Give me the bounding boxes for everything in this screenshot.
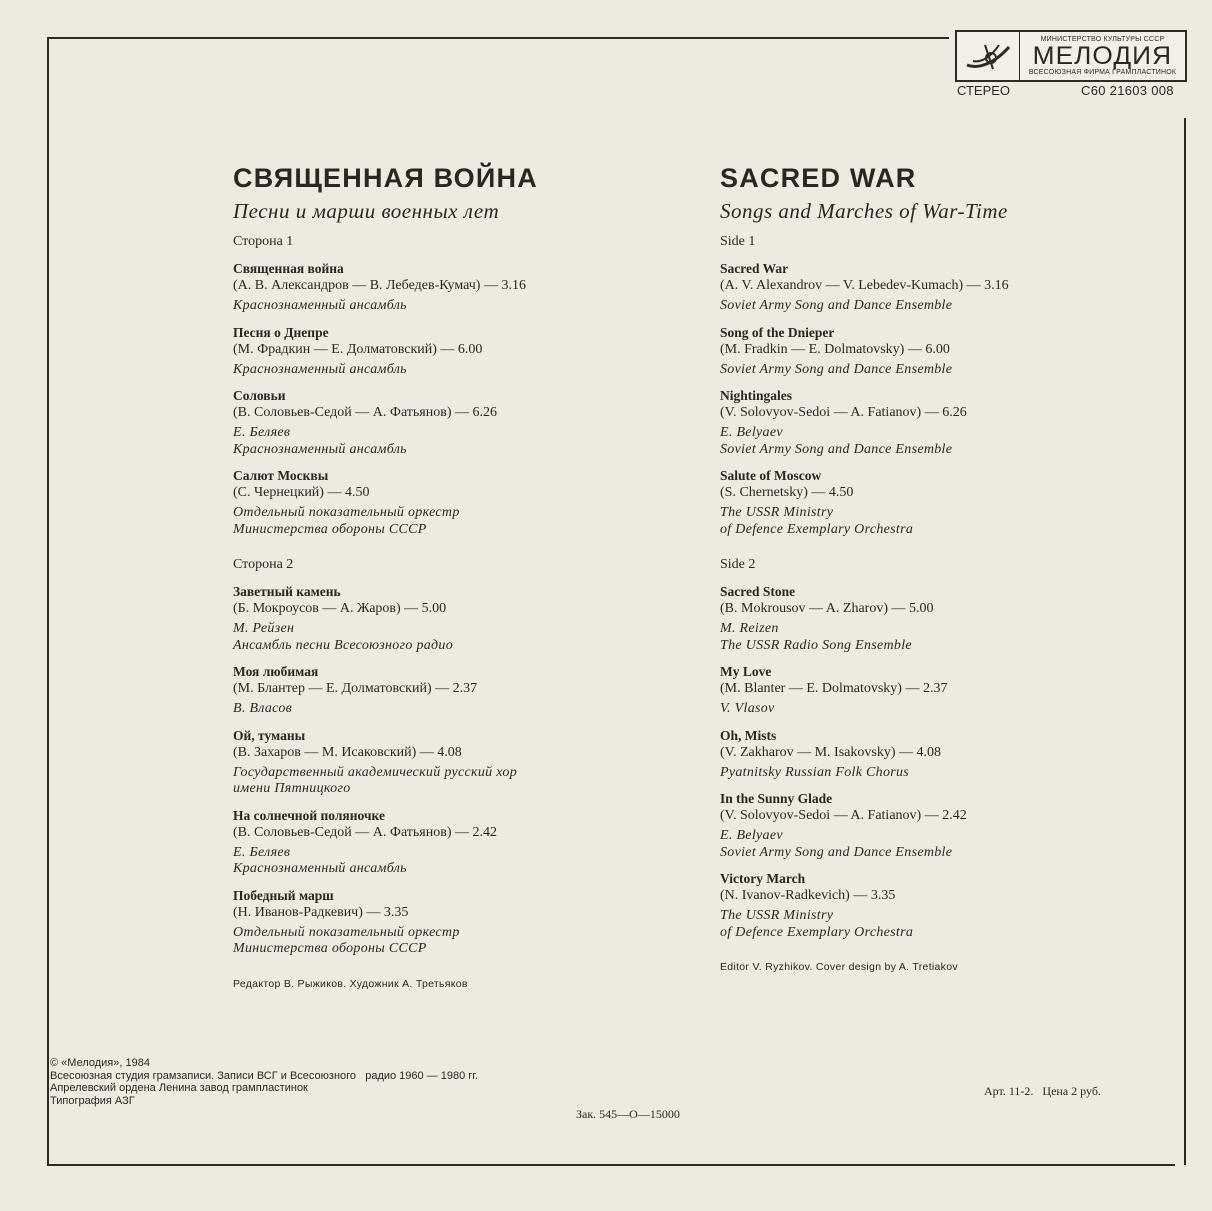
- track-item: [233, 325, 673, 379]
- frame-border-top: [47, 37, 949, 39]
- performer-line: Краснознаменный ансамбль: [233, 441, 407, 457]
- performer-line: E. Belyaev: [720, 828, 783, 843]
- performer-line: of Defence Exemplary Orchestra: [720, 924, 914, 940]
- copyright-line: © «Мелодия», 1984: [50, 1057, 150, 1069]
- side1-label-ru: Сторона 1: [233, 234, 294, 249]
- track-credits: (M. Fradkin — E. Dolmatovsky) — 6.00: [720, 341, 950, 357]
- track-item: [233, 808, 673, 878]
- performer-line: Е. Беляев: [233, 844, 291, 860]
- track-item: [233, 888, 673, 958]
- performer-line: М. Рейзен: [233, 621, 295, 636]
- track-title: Song of the Dnieper: [720, 324, 835, 340]
- track-performers: [720, 828, 1160, 861]
- track-performers: [233, 701, 673, 718]
- track-performers: [233, 925, 673, 958]
- performer-line: E. Belyaev: [720, 425, 783, 440]
- performer-line: The USSR Ministry: [720, 505, 834, 520]
- performer-line: V. Vlasov: [720, 701, 775, 716]
- track-item: [720, 728, 1160, 782]
- track-item: [720, 791, 1160, 861]
- logo-firm-text: ВСЕСОЮЗНАЯ ФИРМА ГРАМПЛАСТИНОК: [1028, 69, 1177, 76]
- track-performers: [233, 362, 673, 379]
- track-item: [233, 664, 673, 718]
- track-title: Священная война: [233, 261, 344, 276]
- track-title: Sacred War: [720, 261, 789, 276]
- track-item: [720, 584, 1160, 654]
- side1-label-en: Side 1: [720, 234, 756, 249]
- track-credits: (V. Solovyov-Sedoi — A. Fatianov) — 6.26: [720, 405, 967, 420]
- track-credits: (В. Соловьев-Седой — А. Фатьянов) — 6.26: [233, 405, 498, 420]
- track-credits: (M. Blanter — E. Dolmatovsky) — 2.37: [720, 681, 948, 696]
- frame-border-bottom: [47, 1164, 1175, 1166]
- track-performers: [720, 908, 1160, 941]
- track-credits: (А. В. Александров — В. Лебедев-Кумач) — 3.16: [233, 278, 526, 293]
- track-credits: (V. Solovyov-Sedoi — A. Fatianov) — 2.42: [720, 808, 967, 823]
- side2-tracklist-ru: [233, 584, 673, 958]
- printer-line: Типография АЗГ: [50, 1094, 135, 1107]
- performer-line: Ансамбль песни Всесоюзного радио: [233, 637, 454, 653]
- editor-credit-ru: Редактор В. Рыжиков. Художник А. Третьяков: [233, 977, 468, 990]
- track-item: [233, 584, 673, 654]
- track-title: In the Sunny Glade: [720, 791, 833, 806]
- side2-label-ru: Сторона 2: [233, 557, 294, 572]
- track-performers: [233, 425, 673, 458]
- side2-tracklist-en: [720, 584, 1160, 941]
- performer-line: Краснознаменный ансамбль: [233, 861, 407, 876]
- track-credits: (В. Соловьев-Седой — А. Фатьянов) — 2.42: [233, 824, 498, 840]
- track-item: [233, 388, 673, 458]
- track-performers: [720, 505, 1160, 538]
- track-title: Ой, туманы: [233, 727, 306, 743]
- track-performers: [233, 845, 673, 878]
- logo-ministry-text: МИНИСТЕРСТВО КУЛЬТУРЫ СССР: [1040, 36, 1165, 43]
- performer-line: M. Reizen: [720, 621, 779, 636]
- track-performers: [720, 298, 1160, 315]
- side1-tracklist-en: [720, 261, 1160, 538]
- plant-line: Апрелевский ордена Ленина завод грампластинок: [50, 1082, 308, 1094]
- track-performers: [720, 765, 1160, 782]
- english-column: [720, 160, 1160, 973]
- performer-line: Министерства обороны СССР: [233, 521, 427, 537]
- melodiya-logo: [955, 30, 1187, 82]
- track-performers: [720, 701, 1160, 718]
- track-credits: (S. Chernetsky) — 4.50: [720, 485, 854, 500]
- track-performers: [720, 362, 1160, 379]
- performer-line: В. Власов: [233, 701, 293, 716]
- track-performers: [233, 765, 673, 798]
- performer-line: Soviet Army Song and Dance Ensemble: [720, 441, 953, 457]
- track-title: Соловьи: [233, 388, 286, 403]
- track-item: [233, 728, 673, 798]
- track-item: [720, 871, 1160, 941]
- performer-line: Pyatnitsky Russian Folk Chorus: [720, 764, 910, 780]
- frame-border-right: [1184, 118, 1186, 1165]
- track-credits: (A. V. Alexandrov — V. Lebedev-Kumach) — 3.16: [720, 278, 1009, 293]
- track-credits: (В. Захаров — М. Исаковский) — 4.08: [233, 744, 462, 760]
- side1-tracklist-ru: [233, 261, 673, 538]
- track-item: [720, 388, 1160, 458]
- performer-line: Отдельный показательный оркестр: [233, 505, 460, 520]
- track-title: Салют Москвы: [233, 468, 329, 483]
- track-title: Победный марш: [233, 887, 334, 903]
- track-title: Victory March: [720, 871, 806, 886]
- editor-credit-en: Editor V. Ryzhikov. Cover design by A. Tretiakov: [720, 961, 958, 973]
- track-item: [720, 261, 1160, 315]
- track-title: Моя любимая: [233, 664, 319, 679]
- track-title: Nightingales: [720, 388, 793, 403]
- track-performers: [233, 621, 673, 654]
- performer-line: of Defence Exemplary Orchestra: [720, 521, 914, 537]
- track-performers: [720, 621, 1160, 654]
- performer-line: Soviet Army Song and Dance Ensemble: [720, 844, 953, 860]
- catalog-number: С60 21603 008: [1081, 83, 1174, 98]
- track-credits: (Н. Иванов-Радкевич) — 3.35: [233, 904, 409, 920]
- side2-label-en: Side 2: [720, 557, 756, 572]
- russian-column: [233, 160, 673, 990]
- track-performers: [720, 425, 1160, 458]
- album-title-en: SACRED WAR: [720, 163, 917, 193]
- price-line: Арт. 11-2. Цена 2 руб.: [984, 1084, 1101, 1098]
- performer-line: Государственный академический русский хор: [233, 764, 517, 780]
- track-credits: (N. Ivanov-Radkevich) — 3.35: [720, 888, 896, 903]
- track-title: My Love: [720, 664, 772, 679]
- track-credits: (М. Фрадкин — Е. Долматовский) — 6.00: [233, 341, 483, 357]
- footer-imprint: [50, 1057, 478, 1107]
- track-credits: (V. Zakharov — M. Isakovsky) — 4.08: [720, 744, 941, 760]
- performer-line: имени Пятницкого: [233, 781, 351, 796]
- track-item: [720, 325, 1160, 379]
- performer-line: The USSR Radio Song Ensemble: [720, 637, 912, 653]
- track-item: [720, 468, 1160, 538]
- track-performers: [233, 298, 673, 315]
- studio-line: Всесоюзная студия грамзаписи. Записи ВСГ и Всесоюзного радио 1960 — 1980 гг.: [50, 1069, 479, 1082]
- performer-line: Soviet Army Song and Dance Ensemble: [720, 361, 953, 377]
- order-number: Зак. 545—О—15000: [576, 1107, 680, 1121]
- album-subtitle-ru: Песни и марши военных лет: [233, 199, 500, 223]
- track-credits: (B. Mokrousov — A. Zharov) — 5.00: [720, 601, 934, 616]
- performer-line: The USSR Ministry: [720, 908, 834, 923]
- album-subtitle-en: Songs and Marches of War-Time: [720, 199, 1008, 223]
- track-performers: [233, 505, 673, 538]
- track-item: [720, 664, 1160, 718]
- track-credits: (М. Блантер — Е. Долматовский) — 2.37: [233, 681, 478, 696]
- logo-brand-text: МЕЛОДИЯ: [1032, 42, 1173, 70]
- performer-line: Soviet Army Song and Dance Ensemble: [720, 298, 953, 313]
- track-title: На солнечной поляночке: [233, 807, 385, 823]
- performer-line: Отдельный показательный оркестр: [233, 924, 460, 940]
- performer-line: Министерства обороны СССР: [233, 941, 427, 956]
- track-title: Sacred Stone: [720, 584, 796, 599]
- track-title: Salute of Moscow: [720, 468, 822, 483]
- stereo-label: СТЕРЕО: [957, 83, 1011, 98]
- track-title: Заветный камень: [233, 584, 341, 599]
- track-item: [233, 261, 673, 315]
- frame-border-left: [47, 37, 49, 1165]
- performer-line: Краснознаменный ансамбль: [233, 298, 407, 313]
- track-title: Песня о Днепре: [233, 324, 329, 340]
- melodiya-emblem-icon: [957, 32, 1020, 80]
- track-item: [233, 468, 673, 538]
- track-credits: (С. Чернецкий) — 4.50: [233, 485, 370, 500]
- performer-line: Е. Беляев: [233, 425, 291, 440]
- track-title: Oh, Mists: [720, 727, 777, 743]
- track-credits: (Б. Мокроусов — А. Жаров) — 5.00: [233, 601, 447, 616]
- performer-line: Краснознаменный ансамбль: [233, 361, 407, 377]
- album-title-ru: СВЯЩЕННАЯ ВОЙНА: [233, 163, 538, 193]
